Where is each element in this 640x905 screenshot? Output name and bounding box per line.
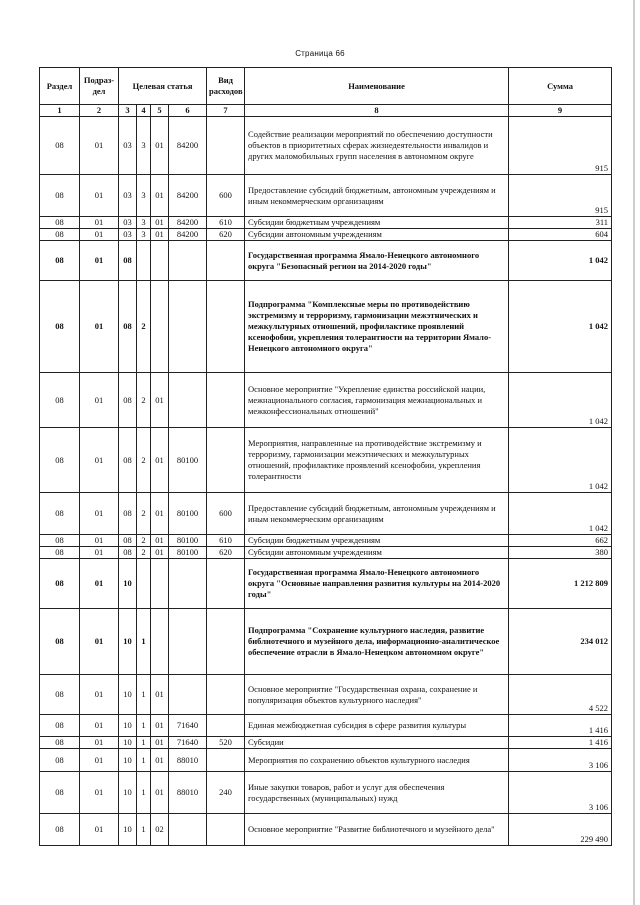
- podrazdel-cell: 01: [80, 737, 119, 749]
- cs-part2-cell: 3: [137, 217, 151, 229]
- vid-cell: [207, 373, 245, 428]
- vid-cell: 620: [207, 547, 245, 559]
- table-row: [40, 281, 612, 373]
- podrazdel-cell: 01: [80, 814, 119, 846]
- cs-part1-cell: 03: [119, 229, 137, 241]
- cs-part2-cell: [137, 241, 151, 281]
- cs-part2-cell: 3: [137, 175, 151, 217]
- table-row: [40, 117, 612, 175]
- vid-cell: 240: [207, 772, 245, 814]
- cs-part2-cell: 2: [137, 373, 151, 428]
- name-cell: Субсидии автономным учреждениям: [245, 547, 509, 559]
- sum-cell: 311: [509, 217, 612, 229]
- cs-part3-cell: [151, 609, 169, 675]
- sum-cell: 4 522: [509, 675, 612, 715]
- vid-cell: [207, 281, 245, 373]
- header-podrazdel: Подраз-дел: [80, 68, 119, 105]
- cs-part2-cell: 3: [137, 229, 151, 241]
- sum-cell: 1 042: [509, 493, 612, 535]
- sum-cell: 915: [509, 175, 612, 217]
- razdel-cell: 08: [40, 175, 80, 217]
- sum-cell: 915: [509, 117, 612, 175]
- col-num: 8: [245, 105, 509, 117]
- cs-part3-cell: 01: [151, 217, 169, 229]
- cs-part4-cell: 88010: [169, 749, 207, 772]
- header-razdel: Раздел: [40, 68, 80, 105]
- vid-cell: [207, 814, 245, 846]
- cs-part4-cell: [169, 241, 207, 281]
- name-cell: Предоставление субсидий бюджетным, автономным учреждениям и иным некоммерческим организациям: [245, 493, 509, 535]
- razdel-cell: 08: [40, 547, 80, 559]
- col-num: 4: [137, 105, 151, 117]
- header-naim: Наименование: [245, 68, 509, 105]
- sum-cell: 1 416: [509, 715, 612, 737]
- table-row: [40, 737, 612, 749]
- podrazdel-cell: 01: [80, 675, 119, 715]
- razdel-cell: 08: [40, 493, 80, 535]
- sum-cell: 1 042: [509, 373, 612, 428]
- cs-part3-cell: 01: [151, 373, 169, 428]
- name-cell: Государственная программа Ямало-Ненецкого автономного округа "Безопасный регион на 2014-2020 годы": [245, 241, 509, 281]
- col-num: 5: [151, 105, 169, 117]
- col-num: 7: [207, 105, 245, 117]
- cs-part2-cell: [137, 559, 151, 609]
- table-row: [40, 535, 612, 547]
- cs-part1-cell: 03: [119, 175, 137, 217]
- podrazdel-cell: 01: [80, 281, 119, 373]
- col-num: 1: [40, 105, 80, 117]
- vid-cell: [207, 117, 245, 175]
- page-label: Страница 66: [295, 49, 345, 58]
- razdel-cell: 08: [40, 373, 80, 428]
- sum-cell: 3 106: [509, 749, 612, 772]
- cs-part3-cell: [151, 241, 169, 281]
- cs-part4-cell: [169, 675, 207, 715]
- razdel-cell: 08: [40, 117, 80, 175]
- cs-part4-cell: [169, 281, 207, 373]
- razdel-cell: 08: [40, 814, 80, 846]
- column-number-row: [40, 105, 612, 117]
- table-row: [40, 217, 612, 229]
- cs-part1-cell: 08: [119, 428, 137, 493]
- cs-part1-cell: 03: [119, 117, 137, 175]
- cs-part3-cell: 02: [151, 814, 169, 846]
- sum-cell: 1 416: [509, 737, 612, 749]
- budget-table: [39, 67, 612, 846]
- name-cell: Иные закупки товаров, работ и услуг для обеспечения государственных (муниципальных) нужд: [245, 772, 509, 814]
- table-row: [40, 814, 612, 846]
- cs-part1-cell: 08: [119, 241, 137, 281]
- header-row: [40, 68, 612, 105]
- cs-part1-cell: 10: [119, 737, 137, 749]
- cs-part3-cell: 01: [151, 547, 169, 559]
- podrazdel-cell: 01: [80, 428, 119, 493]
- cs-part1-cell: 08: [119, 373, 137, 428]
- col-num: 9: [509, 105, 612, 117]
- vid-cell: [207, 241, 245, 281]
- podrazdel-cell: 01: [80, 229, 119, 241]
- cs-part1-cell: 10: [119, 772, 137, 814]
- header-celevaya: Целевая статья: [119, 68, 207, 105]
- cs-part2-cell: 1: [137, 749, 151, 772]
- name-cell: Государственная программа Ямало-Ненецкого автономного округа "Основные направления развития культуры на 2014-2020 годы": [245, 559, 509, 609]
- table-row: [40, 241, 612, 281]
- vid-cell: [207, 749, 245, 772]
- sum-cell: 1 212 809: [509, 559, 612, 609]
- scan-edge: [633, 0, 635, 905]
- cs-part1-cell: 10: [119, 559, 137, 609]
- cs-part4-cell: 84200: [169, 229, 207, 241]
- cs-part4-cell: [169, 814, 207, 846]
- name-cell: Подпрограмма "Сохранение культурного наследия, развитие библиотечного и музейного дела, информационно-аналитическое обеспечение отрасли в Ямало-Ненецком автономном округе": [245, 609, 509, 675]
- cs-part3-cell: 01: [151, 737, 169, 749]
- name-cell: Субсидии: [245, 737, 509, 749]
- cs-part4-cell: 84200: [169, 175, 207, 217]
- razdel-cell: 08: [40, 737, 80, 749]
- cs-part1-cell: 08: [119, 493, 137, 535]
- podrazdel-cell: 01: [80, 217, 119, 229]
- podrazdel-cell: 01: [80, 241, 119, 281]
- cs-part4-cell: 80100: [169, 535, 207, 547]
- cs-part4-cell: 80100: [169, 428, 207, 493]
- name-cell: Мероприятия по сохранению объектов культурного наследия: [245, 749, 509, 772]
- table-row: [40, 373, 612, 428]
- sum-cell: 1 042: [509, 241, 612, 281]
- sum-cell: 380: [509, 547, 612, 559]
- vid-cell: 610: [207, 535, 245, 547]
- sum-cell: 3 106: [509, 772, 612, 814]
- cs-part4-cell: 88010: [169, 772, 207, 814]
- cs-part3-cell: 01: [151, 535, 169, 547]
- podrazdel-cell: 01: [80, 559, 119, 609]
- sum-cell: 604: [509, 229, 612, 241]
- table-row: [40, 749, 612, 772]
- name-cell: Предоставление субсидий бюджетным, автономным учреждениям и иным некоммерческим организациям: [245, 175, 509, 217]
- sum-cell: 229 490: [509, 814, 612, 846]
- podrazdel-cell: 01: [80, 772, 119, 814]
- razdel-cell: 08: [40, 281, 80, 373]
- podrazdel-cell: 01: [80, 373, 119, 428]
- cs-part2-cell: 1: [137, 715, 151, 737]
- vid-cell: 600: [207, 493, 245, 535]
- name-cell: Основное мероприятие "Укрепление единства российской нации, межнационального согласия, гармонизация межнациональных и межконфессиональных отношений": [245, 373, 509, 428]
- cs-part4-cell: 84200: [169, 117, 207, 175]
- name-cell: Субсидии бюджетным учреждениям: [245, 535, 509, 547]
- cs-part3-cell: 01: [151, 229, 169, 241]
- podrazdel-cell: 01: [80, 609, 119, 675]
- sum-cell: 662: [509, 535, 612, 547]
- table-row: [40, 547, 612, 559]
- sum-cell: 1 042: [509, 428, 612, 493]
- cs-part4-cell: [169, 559, 207, 609]
- sum-cell: 1 042: [509, 281, 612, 373]
- razdel-cell: 08: [40, 772, 80, 814]
- cs-part3-cell: 01: [151, 493, 169, 535]
- header-summa: Сумма: [509, 68, 612, 105]
- table-row: [40, 559, 612, 609]
- cs-part2-cell: 3: [137, 117, 151, 175]
- podrazdel-cell: 01: [80, 715, 119, 737]
- cs-part3-cell: 01: [151, 117, 169, 175]
- podrazdel-cell: 01: [80, 117, 119, 175]
- name-cell: Субсидии бюджетным учреждениям: [245, 217, 509, 229]
- vid-cell: [207, 609, 245, 675]
- cs-part1-cell: 10: [119, 675, 137, 715]
- col-num: 3: [119, 105, 137, 117]
- table-row: [40, 772, 612, 814]
- name-cell: Единая межбюджетная субсидия в сфере развития культуры: [245, 715, 509, 737]
- cs-part3-cell: [151, 281, 169, 373]
- cs-part3-cell: 01: [151, 749, 169, 772]
- cs-part2-cell: 1: [137, 772, 151, 814]
- podrazdel-cell: 01: [80, 749, 119, 772]
- cs-part3-cell: 01: [151, 428, 169, 493]
- cs-part1-cell: 10: [119, 814, 137, 846]
- table-row: [40, 675, 612, 715]
- table-row: [40, 229, 612, 241]
- name-cell: Содействие реализации мероприятий по обеспечению доступности объектов в приоритетных сферах жизнедеятельности инвалидов и других маломобильных групп населения в автономном округе: [245, 117, 509, 175]
- razdel-cell: 08: [40, 217, 80, 229]
- cs-part4-cell: [169, 373, 207, 428]
- cs-part3-cell: 01: [151, 715, 169, 737]
- razdel-cell: 08: [40, 715, 80, 737]
- col-num: 2: [80, 105, 119, 117]
- cs-part4-cell: [169, 609, 207, 675]
- cs-part2-cell: 2: [137, 281, 151, 373]
- cs-part1-cell: 08: [119, 547, 137, 559]
- cs-part1-cell: 10: [119, 609, 137, 675]
- name-cell: Мероприятия, направленные на противодействие экстремизму и терроризму, гармонизации межэтнических и межкультурных отношений, профилактике проявлений ксенофобии, укрепления толерантности: [245, 428, 509, 493]
- cs-part2-cell: 2: [137, 428, 151, 493]
- header-vid: Вид расходов: [207, 68, 245, 105]
- name-cell: Основное мероприятие "Государственная охрана, сохранение и популяризация объектов культурного наследия": [245, 675, 509, 715]
- podrazdel-cell: 01: [80, 535, 119, 547]
- cs-part4-cell: 84200: [169, 217, 207, 229]
- razdel-cell: 08: [40, 559, 80, 609]
- vid-cell: 610: [207, 217, 245, 229]
- vid-cell: [207, 675, 245, 715]
- razdel-cell: 08: [40, 749, 80, 772]
- name-cell: Субсидии автономным учреждениям: [245, 229, 509, 241]
- razdel-cell: 08: [40, 535, 80, 547]
- col-num: 6: [169, 105, 207, 117]
- cs-part3-cell: 01: [151, 772, 169, 814]
- table-row: [40, 175, 612, 217]
- cs-part4-cell: 80100: [169, 493, 207, 535]
- vid-cell: [207, 428, 245, 493]
- cs-part3-cell: 01: [151, 675, 169, 715]
- table-row: [40, 609, 612, 675]
- cs-part1-cell: 10: [119, 715, 137, 737]
- cs-part4-cell: 80100: [169, 547, 207, 559]
- cs-part3-cell: [151, 559, 169, 609]
- cs-part4-cell: 71640: [169, 737, 207, 749]
- cs-part2-cell: 1: [137, 814, 151, 846]
- cs-part4-cell: 71640: [169, 715, 207, 737]
- sum-cell: 234 012: [509, 609, 612, 675]
- vid-cell: [207, 559, 245, 609]
- cs-part2-cell: 1: [137, 737, 151, 749]
- vid-cell: 600: [207, 175, 245, 217]
- vid-cell: [207, 715, 245, 737]
- name-cell: Основное мероприятие "Развитие библиотечного и музейного дела": [245, 814, 509, 846]
- cs-part3-cell: 01: [151, 175, 169, 217]
- razdel-cell: 08: [40, 229, 80, 241]
- vid-cell: 620: [207, 229, 245, 241]
- cs-part2-cell: 2: [137, 547, 151, 559]
- podrazdel-cell: 01: [80, 547, 119, 559]
- podrazdel-cell: 01: [80, 175, 119, 217]
- razdel-cell: 08: [40, 609, 80, 675]
- table-row: [40, 428, 612, 493]
- podrazdel-cell: 01: [80, 493, 119, 535]
- razdel-cell: 08: [40, 428, 80, 493]
- vid-cell: 520: [207, 737, 245, 749]
- table-row: [40, 715, 612, 737]
- razdel-cell: 08: [40, 241, 80, 281]
- cs-part2-cell: 2: [137, 493, 151, 535]
- table-row: [40, 493, 612, 535]
- cs-part1-cell: 08: [119, 281, 137, 373]
- name-cell: Подпрограмма "Комплексные меры по противодействию экстремизму и терроризму, гармонизации межэтнических и межкультурных отношений, профилактике проявлений ксенофобии, укрепления толерантности на территории Ямало-Ненецкого автономного округа": [245, 281, 509, 373]
- cs-part2-cell: 1: [137, 609, 151, 675]
- cs-part1-cell: 10: [119, 749, 137, 772]
- razdel-cell: 08: [40, 675, 80, 715]
- cs-part2-cell: 2: [137, 535, 151, 547]
- cs-part1-cell: 08: [119, 535, 137, 547]
- cs-part2-cell: 1: [137, 675, 151, 715]
- cs-part1-cell: 03: [119, 217, 137, 229]
